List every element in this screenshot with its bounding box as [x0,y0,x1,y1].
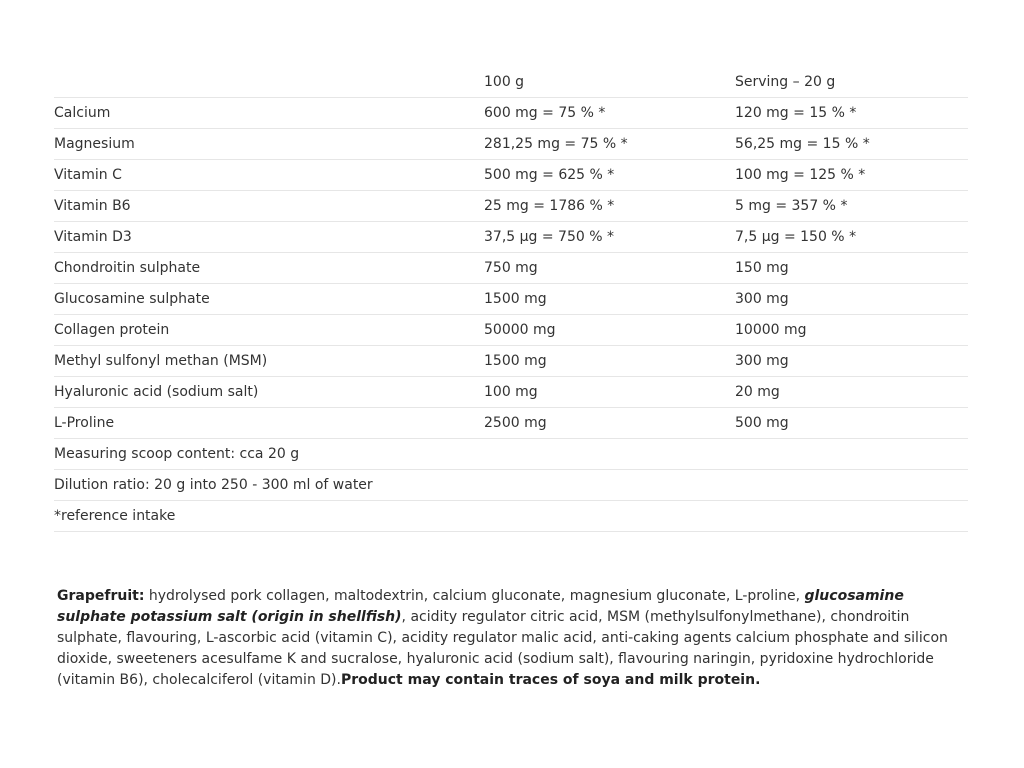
table-note-row [54,470,968,501]
ingredients-paragraph [57,586,957,691]
nutrient-name: Magnesium [54,129,484,160]
nutrient-name: Glucosamine sulphate [54,284,484,315]
value-per-serving: 120 mg = 15 % * [735,98,968,129]
nutrient-name: Methyl sulfonyl methan (MSM) [54,346,484,377]
allergy-warning: Product may contain traces of soya and milk protein. [340,672,761,688]
table-row [54,408,968,439]
nutrient-name: Hyaluronic acid (sodium salt) [54,377,484,408]
table-row [54,129,968,160]
header-per-serving: Serving – 20 g [735,66,968,98]
ingredients-text-part1: hydrolysed pork collagen, maltodextrin, calcium gluconate, magnesium gluconate, L-proline, [144,588,805,604]
value-per-serving: 100 mg = 125 % * [735,160,968,191]
nutrient-name: Calcium [54,98,484,129]
table-row [54,191,968,222]
table-row [54,315,968,346]
value-per-serving: 7,5 µg = 150 % * [735,222,968,253]
dilution-ratio-note: Dilution ratio: 20 g into 250 - 300 ml of water [54,470,968,501]
table-row [54,253,968,284]
table-note-row [54,439,968,470]
nutrient-name: Chondroitin sulphate [54,253,484,284]
header-per-100g: 100 g [484,66,735,98]
value-per-serving: 300 mg [735,346,968,377]
table-row [54,98,968,129]
reference-intake-note: *reference intake [54,501,968,532]
nutrient-name: Vitamin B6 [54,191,484,222]
value-per-serving: 20 mg [735,377,968,408]
value-per-100g: 50000 mg [484,315,735,346]
table-row [54,222,968,253]
flavour-label: Grapefruit: [57,588,145,604]
value-per-serving: 56,25 mg = 15 % * [735,129,968,160]
value-per-100g: 600 mg = 75 % * [484,98,735,129]
nutrition-table [54,66,968,532]
value-per-100g: 281,25 mg = 75 % * [484,129,735,160]
value-per-100g: 2500 mg [484,408,735,439]
table-row [54,160,968,191]
value-per-serving: 5 mg = 357 % * [735,191,968,222]
value-per-100g: 100 mg [484,377,735,408]
nutrient-name: L-Proline [54,408,484,439]
value-per-serving: 10000 mg [735,315,968,346]
value-per-100g: 1500 mg [484,284,735,315]
allergen-highlight: glucosamine sulphate potassium salt (origin in shellfish) [57,588,904,625]
nutrient-name: Collagen protein [54,315,484,346]
value-per-100g: 1500 mg [484,346,735,377]
header-nutrient [54,66,484,98]
value-per-serving: 500 mg [735,408,968,439]
value-per-100g: 37,5 µg = 750 % * [484,222,735,253]
table-row [54,377,968,408]
ingredients-text-part2: , acidity regulator citric acid, MSM (methylsulfonylmethane), chondroitin sulphate, flavouring, L-ascorbic acid (vitamin C), acidity regulator malic acid, anti-caking agents calcium phosphate and silicon dioxide, sweeteners acesulfame K and sucralose, hyaluronic acid (sodium salt), flavouring naringin, pyridoxine hydrochloride (vitamin B6), cholecalciferol (vitamin D). [57,609,948,688]
nutrient-name: Vitamin D3 [54,222,484,253]
table-row [54,346,968,377]
value-per-100g: 500 mg = 625 % * [484,160,735,191]
value-per-serving: 150 mg [735,253,968,284]
table-note-row [54,501,968,532]
value-per-serving: 300 mg [735,284,968,315]
value-per-100g: 25 mg = 1786 % * [484,191,735,222]
scoop-content-note: Measuring scoop content: cca 20 g [54,439,968,470]
value-per-100g: 750 mg [484,253,735,284]
table-row [54,284,968,315]
table-header-row [54,66,968,98]
nutrient-name: Vitamin C [54,160,484,191]
